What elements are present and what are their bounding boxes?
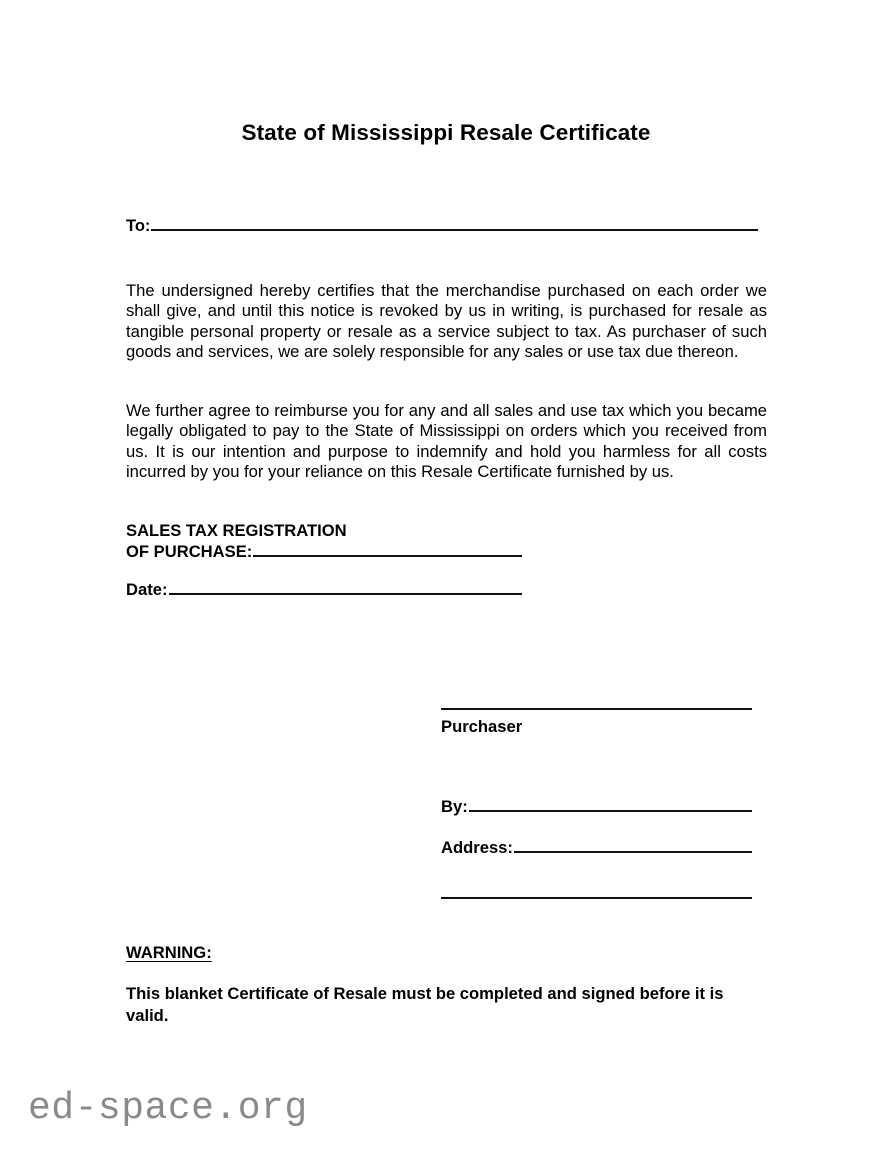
date-field-row <box>126 580 522 600</box>
sales-tax-registration-block <box>126 521 546 562</box>
registration-field-row <box>126 542 522 563</box>
to-field-label: To: <box>126 217 151 235</box>
address-blank-line[interactable] <box>514 838 752 853</box>
date-field-label: Date: <box>126 580 168 599</box>
warning-heading: WARNING: <box>126 943 212 962</box>
by-field-row <box>441 797 752 817</box>
registration-heading-line1: SALES TAX REGISTRATION <box>126 521 347 540</box>
warning-text: This blanket Certificate of Resale must be completed and signed before it is valid. <box>126 984 724 1025</box>
by-blank-line[interactable] <box>469 797 752 812</box>
to-field-row <box>126 216 758 236</box>
reimbursement-paragraph: We further agree to reimburse you for any and all sales and use tax which you became legally obligated to pay to the State of Mississippi on orders which you received from us. It is our intention and purpose to indemnify and hold you harmless for all costs incurred by you for your reliance on this Resale Certificate furnished by us. <box>126 401 767 482</box>
certification-paragraph: The undersigned hereby certifies that the merchandise purchased on each order we shall give, and until this notice is revoked by us in writing, is purchased for resale as tangible personal property or resale as a service subject to tax. As purchaser of such goods and services, we are solely responsible for any sales or use tax due thereon. <box>126 281 767 362</box>
purchaser-signature-line[interactable] <box>441 708 752 710</box>
purchaser-caption: Purchaser <box>441 717 523 736</box>
page-title: State of Mississippi Resale Certificate <box>241 120 651 146</box>
registration-field-label: OF PURCHASE: <box>126 541 253 561</box>
address-second-blank-line[interactable] <box>441 897 752 899</box>
date-blank-line[interactable] <box>169 580 523 595</box>
by-field-label: By: <box>441 797 468 816</box>
site-watermark: ed-space.org <box>28 1087 308 1130</box>
address-field-label: Address: <box>441 838 513 857</box>
address-field-row <box>441 838 752 858</box>
to-field-blank-line[interactable] <box>151 216 758 231</box>
purchaser-signature-block <box>441 708 752 737</box>
registration-blank-line[interactable] <box>253 542 522 557</box>
